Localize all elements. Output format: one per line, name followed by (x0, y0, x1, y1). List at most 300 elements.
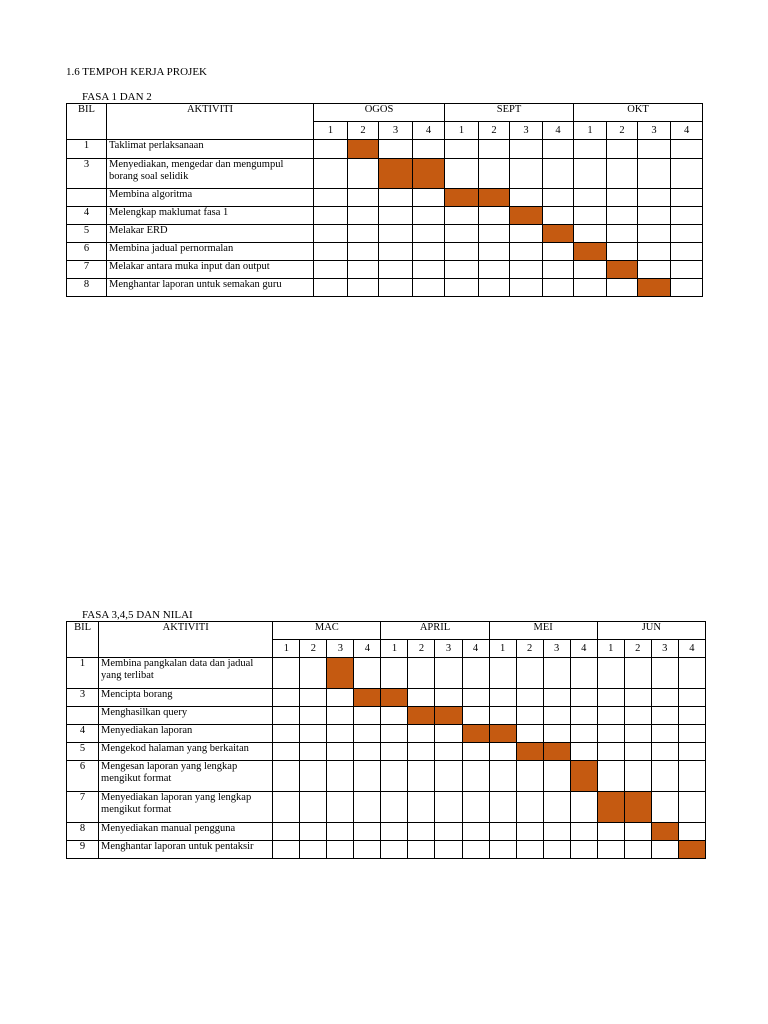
week-cell (489, 761, 516, 792)
week-cell (543, 159, 574, 189)
week-cell (445, 279, 479, 297)
table-caption-fasa-3-4-5: FASA 3,4,5 DAN NILAI (82, 609, 193, 621)
week-cell (624, 725, 651, 743)
week-cell (273, 823, 300, 841)
week-cell (408, 725, 435, 743)
header-row-months (67, 622, 706, 640)
gantt-bar-cell (462, 725, 489, 743)
week-cell (379, 225, 413, 243)
week-cell (381, 792, 408, 823)
gantt-bar-cell (678, 841, 705, 859)
gantt-bar-cell (327, 658, 354, 689)
week-cell (327, 823, 354, 841)
week-cell (624, 743, 651, 761)
week-cell (348, 243, 379, 261)
bil-cell: 3 (67, 689, 99, 707)
week-cell (607, 225, 638, 243)
week-cell (479, 261, 510, 279)
week-cell (489, 841, 516, 859)
week-cell (574, 159, 607, 189)
week-number: 1 (445, 122, 479, 140)
gantt-bar-cell (597, 792, 624, 823)
header-bil: BIL (67, 104, 107, 140)
week-number: 2 (408, 640, 435, 658)
week-cell (543, 841, 570, 859)
week-cell (314, 279, 348, 297)
week-cell (413, 207, 445, 225)
week-cell (597, 707, 624, 725)
week-cell (574, 225, 607, 243)
activity-row (67, 189, 703, 207)
week-cell (543, 261, 574, 279)
activity-cell: Membina pangkalan data dan jadual yang terlibat (99, 658, 273, 689)
week-cell (300, 689, 327, 707)
week-cell (408, 743, 435, 761)
week-number: 2 (348, 122, 379, 140)
gantt-bar-cell (445, 189, 479, 207)
week-cell (651, 725, 678, 743)
week-cell (678, 761, 705, 792)
activity-row (67, 761, 706, 792)
week-cell (348, 189, 379, 207)
activity-row (67, 658, 706, 689)
gantt-bar-cell (379, 159, 413, 189)
week-cell (300, 658, 327, 689)
week-number: 2 (607, 122, 638, 140)
week-cell (413, 279, 445, 297)
gantt-bar-cell (574, 243, 607, 261)
week-cell (445, 207, 479, 225)
activity-cell: Mengesan laporan yang lengkap mengikut format (99, 761, 273, 792)
week-cell (678, 707, 705, 725)
activity-row (67, 841, 706, 859)
week-cell (651, 689, 678, 707)
week-cell (638, 159, 671, 189)
week-cell (543, 279, 574, 297)
week-cell (314, 207, 348, 225)
week-cell (381, 823, 408, 841)
activity-row (67, 823, 706, 841)
week-cell (510, 225, 543, 243)
week-cell (607, 140, 638, 159)
week-cell (671, 159, 703, 189)
week-cell (445, 225, 479, 243)
week-number: 4 (543, 122, 574, 140)
week-cell (300, 761, 327, 792)
activity-cell: Membina algoritma (107, 189, 314, 207)
week-cell (479, 225, 510, 243)
activity-cell: Membina jadual pernormalan (107, 243, 314, 261)
week-cell (435, 743, 462, 761)
week-cell (489, 707, 516, 725)
week-cell (489, 792, 516, 823)
week-cell (354, 792, 381, 823)
activity-cell: Menyediakan, mengedar dan mengumpul borang soal selidik (107, 159, 314, 189)
week-cell (597, 658, 624, 689)
week-cell (574, 261, 607, 279)
week-cell (543, 658, 570, 689)
week-cell (300, 707, 327, 725)
week-cell (489, 658, 516, 689)
bil-cell: 1 (67, 658, 99, 689)
week-cell (489, 689, 516, 707)
week-cell (300, 792, 327, 823)
week-cell (651, 658, 678, 689)
week-cell (624, 823, 651, 841)
week-cell (543, 189, 574, 207)
week-cell (516, 823, 543, 841)
week-number: 1 (314, 122, 348, 140)
week-cell (671, 279, 703, 297)
week-cell (445, 261, 479, 279)
week-cell (597, 841, 624, 859)
week-cell (638, 261, 671, 279)
bil-cell: 8 (67, 279, 107, 297)
header-row-months (67, 104, 703, 122)
activity-cell: Menyediakan laporan yang lengkap mengikut format (99, 792, 273, 823)
week-cell (348, 225, 379, 243)
week-cell (413, 243, 445, 261)
activity-row (67, 689, 706, 707)
week-cell (381, 761, 408, 792)
week-cell (379, 189, 413, 207)
week-cell (678, 725, 705, 743)
activity-row (67, 261, 703, 279)
week-cell (445, 243, 479, 261)
week-cell (381, 707, 408, 725)
gantt-bar-cell (570, 761, 597, 792)
week-cell (379, 261, 413, 279)
week-cell (607, 189, 638, 207)
week-cell (300, 743, 327, 761)
gantt-table-fasa-3-4-5 (66, 621, 706, 859)
week-cell (435, 761, 462, 792)
week-cell (570, 743, 597, 761)
week-cell (516, 689, 543, 707)
week-number: 2 (516, 640, 543, 658)
week-cell (408, 841, 435, 859)
activity-row (67, 743, 706, 761)
bil-cell: 4 (67, 207, 107, 225)
week-cell (671, 225, 703, 243)
activity-row (67, 225, 703, 243)
week-cell (348, 261, 379, 279)
week-cell (543, 140, 574, 159)
week-cell (651, 743, 678, 761)
week-cell (570, 707, 597, 725)
week-cell (574, 189, 607, 207)
week-cell (408, 689, 435, 707)
week-cell (381, 725, 408, 743)
week-cell (379, 140, 413, 159)
week-number: 4 (413, 122, 445, 140)
week-cell (516, 792, 543, 823)
activity-cell: Menghasilkan query (99, 707, 273, 725)
week-number: 3 (435, 640, 462, 658)
week-cell (678, 823, 705, 841)
week-cell (671, 140, 703, 159)
activity-cell: Menyediakan manual pengguna (99, 823, 273, 841)
month-header: APRIL (381, 622, 489, 640)
activity-cell: Mengekod halaman yang berkaitan (99, 743, 273, 761)
week-cell (381, 658, 408, 689)
week-cell (435, 841, 462, 859)
week-number: 2 (300, 640, 327, 658)
bil-cell: 7 (67, 261, 107, 279)
week-cell (624, 689, 651, 707)
week-cell (570, 792, 597, 823)
month-header: JUN (597, 622, 705, 640)
week-cell (516, 841, 543, 859)
bil-cell (67, 189, 107, 207)
activity-row (67, 792, 706, 823)
activity-cell: Melengkap maklumat fasa 1 (107, 207, 314, 225)
week-number: 1 (597, 640, 624, 658)
week-cell (327, 725, 354, 743)
week-cell (570, 658, 597, 689)
week-cell (354, 743, 381, 761)
week-number: 3 (638, 122, 671, 140)
week-cell (607, 243, 638, 261)
week-cell (651, 841, 678, 859)
week-cell (479, 243, 510, 261)
week-cell (651, 707, 678, 725)
week-cell (597, 689, 624, 707)
week-cell (570, 823, 597, 841)
week-cell (489, 823, 516, 841)
week-cell (327, 689, 354, 707)
week-number: 3 (510, 122, 543, 140)
week-cell (408, 761, 435, 792)
week-cell (574, 279, 607, 297)
week-number: 2 (624, 640, 651, 658)
week-cell (510, 261, 543, 279)
gantt-bar-cell (435, 707, 462, 725)
activity-cell: Melakar antara muka input dan output (107, 261, 314, 279)
week-cell (543, 707, 570, 725)
week-cell (381, 743, 408, 761)
week-cell (678, 743, 705, 761)
week-cell (379, 243, 413, 261)
header-aktiviti: AKTIVITI (99, 622, 273, 658)
week-cell (671, 189, 703, 207)
week-cell (354, 841, 381, 859)
week-cell (624, 841, 651, 859)
week-number: 3 (543, 640, 570, 658)
week-cell (462, 689, 489, 707)
gantt-bar-cell (408, 707, 435, 725)
week-cell (543, 761, 570, 792)
bil-cell: 3 (67, 159, 107, 189)
activity-row (67, 159, 703, 189)
week-cell (413, 225, 445, 243)
week-number: 3 (379, 122, 413, 140)
bil-cell: 7 (67, 792, 99, 823)
week-cell (671, 207, 703, 225)
week-cell (314, 225, 348, 243)
gantt-bar-cell (354, 689, 381, 707)
week-cell (516, 725, 543, 743)
header-aktiviti: AKTIVITI (107, 104, 314, 140)
bil-cell: 9 (67, 841, 99, 859)
week-cell (607, 159, 638, 189)
week-number: 1 (381, 640, 408, 658)
week-cell (445, 159, 479, 189)
gantt-bar-cell (638, 279, 671, 297)
week-cell (462, 743, 489, 761)
week-cell (273, 658, 300, 689)
week-cell (408, 792, 435, 823)
month-header: MAC (273, 622, 381, 640)
week-cell (348, 207, 379, 225)
week-cell (651, 761, 678, 792)
week-cell (516, 658, 543, 689)
week-cell (462, 707, 489, 725)
week-cell (327, 841, 354, 859)
week-cell (597, 725, 624, 743)
week-cell (379, 279, 413, 297)
gantt-bar-cell (543, 743, 570, 761)
week-cell (510, 243, 543, 261)
week-number: 1 (489, 640, 516, 658)
week-cell (273, 743, 300, 761)
week-cell (607, 279, 638, 297)
week-number: 1 (574, 122, 607, 140)
week-cell (516, 707, 543, 725)
activity-row (67, 207, 703, 225)
week-cell (314, 243, 348, 261)
week-cell (607, 207, 638, 225)
week-cell (510, 159, 543, 189)
gantt-bar-cell (381, 689, 408, 707)
week-cell (510, 279, 543, 297)
week-cell (273, 792, 300, 823)
week-cell (348, 279, 379, 297)
activity-row (67, 243, 703, 261)
week-cell (638, 207, 671, 225)
week-cell (479, 140, 510, 159)
activity-row (67, 140, 703, 159)
bil-cell: 4 (67, 725, 99, 743)
bil-cell: 1 (67, 140, 107, 159)
week-cell (408, 658, 435, 689)
week-cell (435, 689, 462, 707)
week-cell (671, 243, 703, 261)
document-heading: 1.6 TEMPOH KERJA PROJEK (66, 66, 207, 78)
bil-cell: 6 (67, 243, 107, 261)
week-cell (435, 792, 462, 823)
week-cell (273, 841, 300, 859)
week-cell (273, 725, 300, 743)
gantt-bar-cell (624, 792, 651, 823)
week-number: 3 (327, 640, 354, 658)
week-cell (638, 225, 671, 243)
week-cell (651, 792, 678, 823)
week-cell (462, 658, 489, 689)
week-cell (462, 823, 489, 841)
week-cell (327, 707, 354, 725)
week-cell (462, 792, 489, 823)
week-cell (543, 689, 570, 707)
week-cell (354, 707, 381, 725)
week-cell (314, 140, 348, 159)
week-number: 3 (651, 640, 678, 658)
week-cell (671, 261, 703, 279)
week-cell (273, 689, 300, 707)
week-cell (314, 261, 348, 279)
week-cell (638, 243, 671, 261)
week-number: 4 (678, 640, 705, 658)
week-cell (678, 658, 705, 689)
week-cell (510, 189, 543, 207)
bil-cell: 6 (67, 761, 99, 792)
week-cell (510, 140, 543, 159)
gantt-bar-cell (516, 743, 543, 761)
activity-row (67, 725, 706, 743)
bil-cell (67, 707, 99, 725)
week-cell (597, 823, 624, 841)
gantt-bar-cell (510, 207, 543, 225)
week-cell (570, 689, 597, 707)
week-cell (413, 189, 445, 207)
activity-cell: Melakar ERD (107, 225, 314, 243)
week-cell (479, 159, 510, 189)
week-number: 4 (462, 640, 489, 658)
week-cell (327, 792, 354, 823)
activity-row (67, 707, 706, 725)
gantt-bar-cell (607, 261, 638, 279)
week-cell (678, 689, 705, 707)
activity-cell: Menyediakan laporan (99, 725, 273, 743)
week-cell (273, 761, 300, 792)
week-cell (314, 189, 348, 207)
week-number: 4 (354, 640, 381, 658)
week-cell (408, 823, 435, 841)
week-cell (413, 261, 445, 279)
week-cell (638, 189, 671, 207)
week-cell (327, 743, 354, 761)
gantt-bar-cell (413, 159, 445, 189)
week-cell (543, 725, 570, 743)
activity-cell: Menghantar laporan untuk semakan guru (107, 279, 314, 297)
week-cell (624, 707, 651, 725)
week-cell (597, 743, 624, 761)
week-cell (273, 707, 300, 725)
week-cell (638, 140, 671, 159)
bil-cell: 8 (67, 823, 99, 841)
week-cell (300, 841, 327, 859)
month-header: MEI (489, 622, 597, 640)
week-cell (462, 761, 489, 792)
week-cell (381, 841, 408, 859)
gantt-bar-cell (348, 140, 379, 159)
header-bil: BIL (67, 622, 99, 658)
week-number: 4 (671, 122, 703, 140)
week-cell (624, 761, 651, 792)
week-cell (435, 658, 462, 689)
gantt-bar-cell (479, 189, 510, 207)
week-cell (354, 823, 381, 841)
week-cell (543, 207, 574, 225)
week-cell (489, 743, 516, 761)
week-cell (574, 140, 607, 159)
week-cell (300, 823, 327, 841)
table-caption-fasa-1-2: FASA 1 DAN 2 (82, 91, 152, 103)
bil-cell: 5 (67, 743, 99, 761)
bil-cell: 5 (67, 225, 107, 243)
week-cell (597, 761, 624, 792)
week-cell (435, 725, 462, 743)
